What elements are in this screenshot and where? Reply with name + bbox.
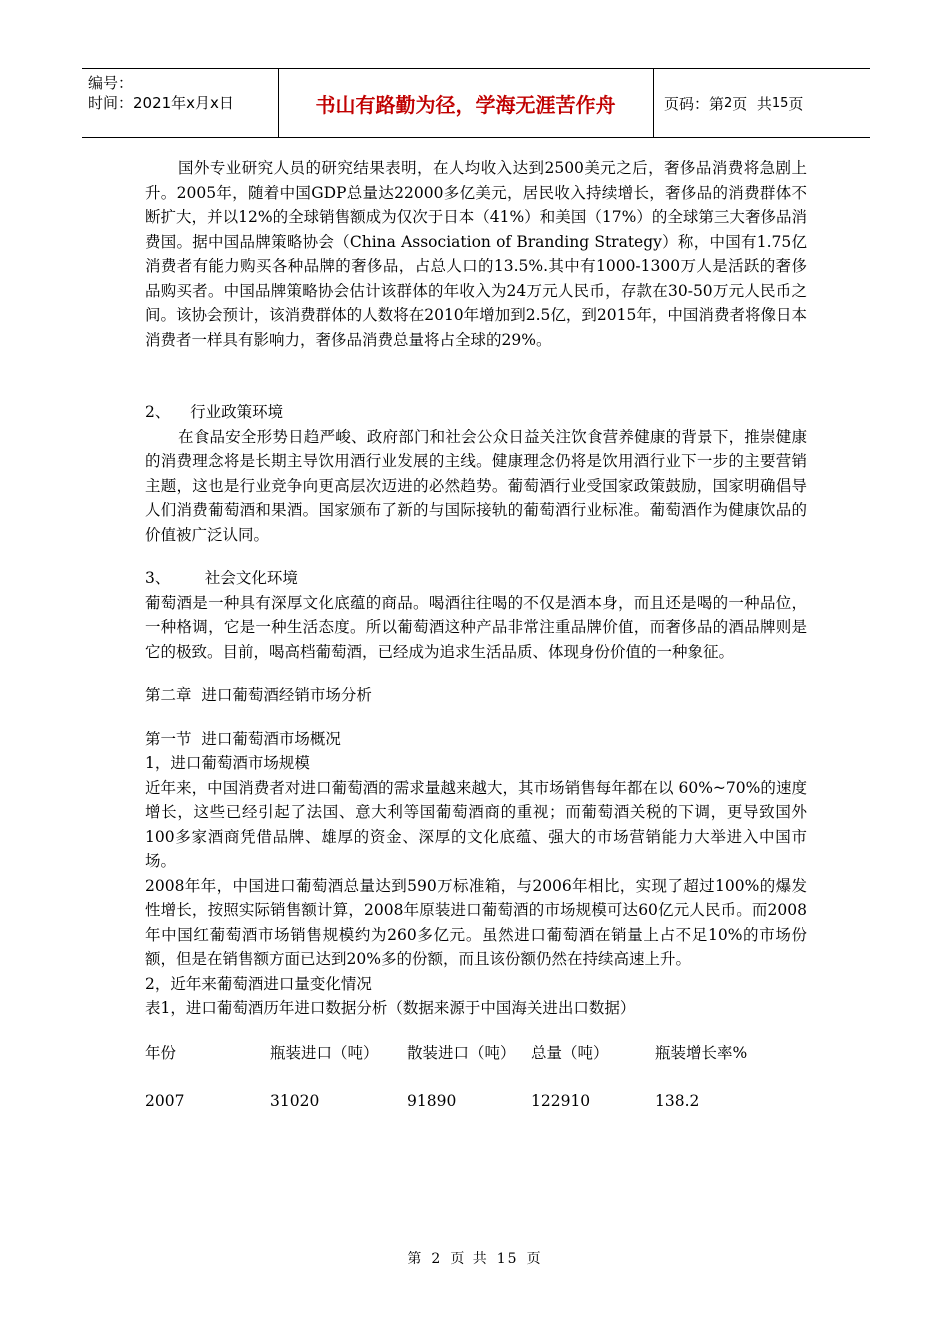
table-header-cell: 年份 [145, 1043, 177, 1062]
table-header-row [145, 1041, 807, 1066]
page-label-suffix: 页 [788, 94, 804, 113]
footer-mid: 页 共 [450, 1251, 489, 1267]
paragraph-market-2008: 2008年年，中国进口葡萄酒总量达到590万标准箱，与2006年相比，实现了超过100%的爆发性增长，按照实际销售额计算，2008年原装进口葡萄酒的市场规模可达60亿元人民币。而2008年中国红葡萄酒市场销售规模约为260多亿元。虽然进口葡萄酒在销量上占不足10%的市场份额，但是在销售额方面已达到20%多的份额，而且该份额仍然在持续高速上升。 [145, 876, 807, 968]
paragraph-policy: 在食品安全形势日趋严峻、政府部门和社会公众日益关注饮食营养健康的背景下，推崇健康的消费理念将是长期主导饮用酒行业发展的主线。健康理念仍将是饮用酒行业下一步的主要营销主题，这也是行业竞争向更高层次迈进的必然趋势。葡萄酒行业受国家政策鼓励，国家明确倡导人们消费葡萄酒和果酒。国家颁布了新的与国际接轨的葡萄酒行业标准。葡萄酒作为健康饮品的价值被广泛认同。 [145, 427, 807, 544]
table-row [145, 1089, 807, 1114]
page-current: 2 [724, 95, 733, 111]
table-header-cell: 散装进口（吨） [407, 1043, 516, 1062]
subheading-market-scale: 1，进口葡萄酒市场规模 [145, 754, 310, 772]
header-meta [88, 73, 234, 113]
number-label: 编号： [88, 74, 134, 92]
heading-policy-environment: 2、 行业政策环境 [145, 403, 284, 421]
paragraph-luxury-consumption: 国外专业研究人员的研究结果表明，在人均收入达到2500美元之后，奢侈品消费将急剧上升。2005年，随着中国GDP总量达22000多亿美元，居民收入持续增长，奢侈品的消费群体不断扩大，并以12%的全球销售额成为仅次于日本（41%）和美国（17%）的全球第三大奢侈品消费国。据中国品牌策略协会（China Association of Branding Strategy）称，中国有1.75亿消费者有能力购买各种品牌的奢侈品，占总人口的13.5%.其中有1000-1300万人是活跃的奢侈品购买者。中国品牌策略协会估计该群体的年收入为24万元人民币，存款在30-50万元人民币之间。该协会预计，该消费群体的人数将在2010年增加到2.5亿，到2015年，中国消费者将像日本消费者一样具有影响力，奢侈品消费总量将占全球的29%。 [145, 159, 807, 349]
table-caption: 表1，进口葡萄酒历年进口数据分析（数据来源于中国海关进出口数据） [145, 999, 636, 1017]
page-footer [0, 1248, 950, 1268]
heading-culture-environment: 3、 社会文化环境 [145, 569, 298, 587]
footer-suffix: 页 [526, 1251, 543, 1267]
date-label: 时间：2021年x月x日 [88, 94, 234, 112]
table-cell: 91890 [407, 1092, 457, 1110]
footer-prefix: 第 [407, 1251, 424, 1267]
header-page-info [664, 69, 803, 137]
page-label-mid: 页 共 [732, 94, 772, 113]
page-label-prefix: 页码：第 [664, 94, 725, 113]
subheading-import-volume: 2，近年来葡萄酒进口量变化情况 [145, 974, 372, 993]
table-cell: 31020 [270, 1092, 320, 1110]
table-header-cell: 瓶装进口（吨） [270, 1043, 379, 1062]
header-divider [653, 69, 654, 137]
page-header [82, 68, 870, 138]
paragraph-culture: 葡萄酒是一种具有深厚文化底蕴的商品。喝酒往往喝的不仅是酒本身，而且还是喝的一种品位，一种格调，它是一种生活态度。所以葡萄酒这种产品非常注重品牌价值，而奢侈品的酒品牌则是它的极致。目前，喝高档葡萄酒，已经成为追求生活品质、体现身份价值的一种象征。 [145, 593, 807, 661]
document-body [145, 156, 807, 1114]
table-cell: 2007 [145, 1092, 185, 1110]
chapter-title: 第二章 进口葡萄酒经销市场分析 [145, 686, 372, 704]
footer-current: 2 [431, 1251, 443, 1267]
table-cell: 122910 [531, 1092, 591, 1110]
header-motto: 书山有路勤为径，学海无涯苦作舟 [315, 92, 616, 117]
paragraph-market-demand: 近年来，中国消费者对进口葡萄酒的需求量越来越大，其市场销售每年都在以 60%~70%的速度增长，这些已经引起了法国、意大利等国葡萄酒商的重视；而葡萄酒关税的下调，更导致国外100多家酒商凭借品牌、雄厚的资金、深厚的文化底蕴、强大的市场营销能力大举进入中国市场。 [145, 778, 807, 870]
table-header-cell: 瓶装增长率% [655, 1043, 748, 1062]
section-title: 第一节 进口葡萄酒市场概况 [145, 729, 341, 748]
table-cell: 138.2 [655, 1092, 700, 1110]
page-total: 15 [771, 95, 789, 111]
table-header-cell: 总量（吨） [531, 1043, 609, 1062]
footer-total: 15 [496, 1251, 519, 1267]
